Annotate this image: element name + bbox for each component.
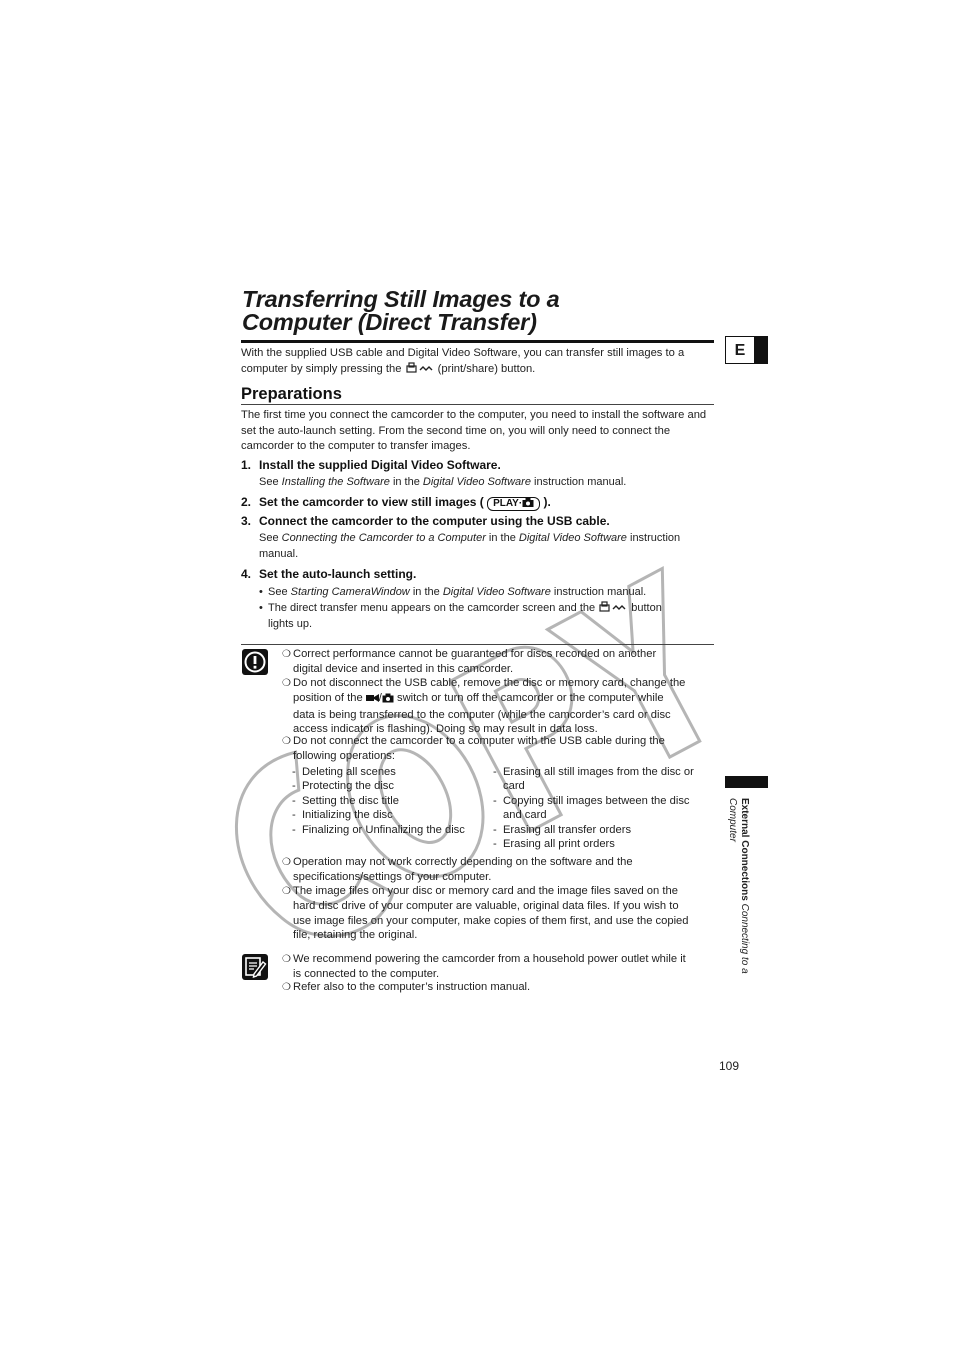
manual-section-title: Connecting the Camcorder to a Computer [281,532,486,544]
manual-title: Digital Video Software [518,532,627,544]
side-tab-label [727,798,750,998]
caution-line: Do not disconnect the USB cable, remove the disc or memory card, change the [293,677,686,689]
note-pencil-icon [242,954,268,980]
operation-item: - Protecting the disc [292,780,394,793]
page-number: 109 [719,1059,740,1073]
operation-item: - Copying still images between the disc [493,794,690,807]
step-3-detail [259,531,715,562]
connector-text: in the [392,476,420,488]
intro-text-2: (print/share) button. [437,362,536,375]
bullet-text-end: button [631,602,662,614]
note-item-1: ❍ We recommend powering the camcorder from a household power outlet while it is connected to the computer. [282,952,714,982]
step-label: Connect the camcorder to the computer using the USB cable. [259,514,610,528]
step-number: 3. [241,514,252,528]
caution-line: The image files on your disc or memory card and the image files saved on the [293,885,678,897]
caution-line: following operations: [293,750,395,763]
preparations-rule [241,404,714,405]
operation-item: - Deleting all scenes [292,766,396,778]
end-text: instruction manual. [534,476,627,488]
step-number: 4. [241,567,252,581]
preparations-text: The first time you connect the camcorder to the computer, you need to install the software and set the auto-launch setting. From the second time on, you will only need to connect the camcorder to the computer to transfer images. [241,409,707,452]
play-mode-badge: PLAY· [487,497,540,511]
preparations-heading: Preparations [241,385,342,403]
caution-line: access indicator is flashing). Doing so may result in data loss. [293,723,598,736]
step-label: Set the auto-launch setting. [259,567,417,581]
caution-line: Correct performance cannot be guaranteed for discs recorded on another [293,648,657,660]
manual-section-title: Installing the Software [281,476,390,488]
step-4-bullet-2-cont: lights up. [268,618,313,630]
connector-text: in the [412,586,440,598]
play-label: PLAY [493,498,519,509]
step-label: Set the camcorder to view still images ( [259,495,484,509]
caution-line: use image files on your computer, make copies of them first, and use the copied [293,914,689,927]
caution-item-5: ❍ The image files on your disc or memory card and the image files saved on the hard disc drive of your computer are valuable, original data files. If you wish to use image files on your computer, make copies of them first, and use the copied file, retaining the original. [282,884,714,943]
bullet-text: The direct transfer menu appears on the camcorder screen and the [268,602,596,614]
step-1-detail [259,475,715,491]
step-4 [241,567,416,581]
intro-paragraph [241,346,717,379]
manual-title: Digital Video Software [422,476,531,488]
step-4-bullet-2: • The direct transfer menu appears on the camcorder screen and the button [259,600,715,618]
caution-line: position of the [293,692,363,705]
see-text: See [259,476,279,488]
caution-item-2: ❍ Do not disconnect the USB cable, remove the disc or memory card, change the position of the / switch or turn off the camcorder or the computer while data is being transferred to the computer (while the camcorder’s card or disc access indicator is flashing). Doing so may result in data loss. [282,676,714,737]
operation-item: - Setting the disc title [292,794,399,807]
step-label-end: ). [543,495,551,509]
title-line-2: Computer (Direct Transfer) [242,309,537,335]
see-text: See [259,532,279,544]
operation-item-cont: and card [503,809,547,822]
caution-icon [242,649,268,675]
step-3 [241,514,610,528]
title-rule [241,340,714,343]
language-tab: E [725,336,755,364]
caution-line: Operation may not work correctly depending on the software and the [293,856,633,868]
operation-item: - Erasing all print orders [493,838,615,850]
language-tab-bar [755,336,768,364]
movie-camera-icon [366,693,379,707]
print-share-icon [405,362,435,380]
step-1 [241,458,501,472]
camera-icon [522,498,534,507]
intro-text-1: With the supplied USB cable and Digital Video Software, you can transfer still images to a computer by simply pressing the [241,347,685,375]
caution-line: file, retaining the original. [293,929,418,942]
note-line: We recommend powering the camcorder from a household power outlet while it [293,953,686,965]
camera-icon [382,693,394,707]
see-text: See [268,586,288,598]
caution-line: hard disc drive of your computer are valuable, original data files. If you wish to [293,900,679,913]
step-4-bullet-1: • See Starting CameraWindow in the Digital Video Software instruction manual. [259,586,647,598]
manual-section-title: Starting CameraWindow [290,586,410,598]
caution-line: data is being transferred to the computer (while the camcorder’s card or disc [293,708,671,721]
end-text: instruction manual. [259,532,681,560]
cautions-rule [241,644,714,645]
side-tab-bar [725,776,768,788]
operation-item: - Erasing all transfer orders [493,823,632,836]
step-2 [241,495,551,511]
note-line: is connected to the computer. [293,968,440,981]
operation-item: - Erasing all still images from the disc or [493,766,694,778]
page-title [242,288,722,334]
caution-line: digital device and inserted in this camcorder. [293,663,514,676]
end-text: instruction manual. [553,586,647,598]
operation-item-cont: card [503,780,525,793]
caution-item-4: ❍ Operation may not work correctly depending on the software and the specifications/settings of your computer. [282,855,714,885]
side-section: External Connections [739,798,750,901]
step-number: 2. [241,495,252,509]
caution-item-3: ❍ Do not connect the camcorder to a computer with the USB cable during the following operations: [282,734,714,764]
step-label: Install the supplied Digital Video Software. [259,458,501,472]
caution-line: specifications/settings of your computer. [293,871,492,884]
operation-item: - Initializing the disc [292,809,393,822]
side-subsection: Connecting to a Computer [727,798,750,974]
note-line: Refer also to the computer’s instruction manual. [293,981,531,993]
manual-title: Digital Video Software [442,586,551,598]
title-line-1: Transferring Still Images to a [242,286,560,312]
caution-item-1: ❍ Correct performance cannot be guaranteed for discs recorded on another digital device and inserted in this camcorder. [282,647,714,677]
caution-line: Do not connect the camcorder to a computer with the USB cable during the [293,735,665,747]
step-number: 1. [241,458,252,472]
caution-line: switch or turn off the camcorder or the computer while [397,692,664,705]
operation-item: - Finalizing or Unfinalizing the disc [292,823,465,836]
connector-text: in the [488,532,516,544]
note-item-2: ❍ Refer also to the computer’s instruction manual. [282,981,531,993]
